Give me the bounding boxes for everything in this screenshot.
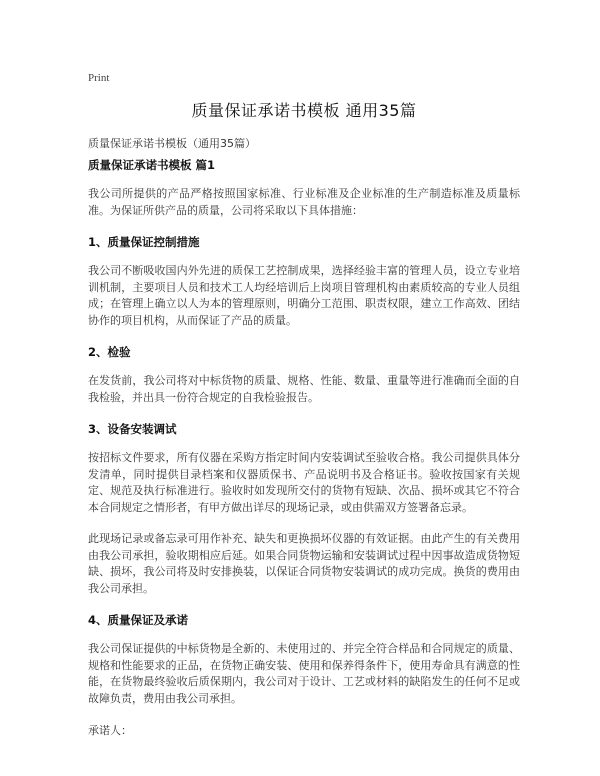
section-template-1: [88, 157, 520, 219]
section-heading: 1、质量保证控制措施: [88, 235, 200, 249]
section-quality-control: [88, 234, 520, 329]
paragraph: 按招标文件要求，所有仪器在采购方指定时间内安装调试至验收合格。我公司提供具体分发清单，同时提供目录档案和仪器质保书、产品说明书及合格证书。验收按国家有关规定、规范及执行标准进行。验收时如发现所交付的货物有短缺、次品、损坏或其它不符合本合同规定之情形者，有甲方做出详尽的现场记录，或由供需双方签署备忘录。: [88, 451, 520, 514]
document-title: 质量保证承诺书模板 通用35篇: [191, 101, 417, 120]
signature-line: 承诺人：: [88, 724, 132, 737]
paragraph: 我公司所提供的产品严格按照国家标准、行业标准及企业标准的生产制造标准及质量标准。为保证所供产品的质量，公司将采取以下具体措施：: [88, 187, 520, 217]
section-heading: 质量保证承诺书模板 篇1: [88, 158, 216, 172]
document-subtitle: 质量保证承诺书模板（通用35篇）: [88, 137, 256, 150]
document-body: [88, 157, 520, 738]
section-inspection: [88, 344, 520, 406]
section-heading: 3、设备安装调试: [88, 422, 177, 436]
section-quality-guarantee: [88, 612, 520, 707]
section-heading: 2、检验: [88, 345, 131, 359]
print-label[interactable]: Print: [88, 72, 110, 84]
paragraph: 我公司保证提供的中标货物是全新的、未使用过的、并完全符合样品和合同规定的质量、规格和性能要求的正品，在货物正确安装、使用和保养得条件下，使用寿命具有满意的性能，在货物最终验收后质保期内，我公司对于设计、工艺或材料的缺陷发生的任何不足或故障负责，费用由我公司承担。: [88, 642, 520, 705]
section-installation: [88, 421, 520, 597]
paragraph: 此现场记录或备忘录可用作补充、缺失和更换损坏仪器的有效证据。由此产生的有关费用由我公司承担，验收期相应后延。如果合同货物运输和安装调试过程中因事故造成货物短缺、损坏，我公司将及时安排换装，以保证合同货物安装调试的成功完成。换货的费用由我公司承担。: [88, 532, 520, 595]
paragraph: 我公司不断吸收国内外先进的质保工艺控制成果，选择经验丰富的管理人员，设立专业培训机制，主要项目人员和技术工人均经培训后上岗项目管理机构由素质较高的专业人员组成；在管理上确立以人为本的管理原则，明确分工范围、职责权限，建立工作高效、团结协作的项目机构，从而保证了产品的质量。: [88, 264, 520, 327]
paragraph: 在发货前，我公司将对中标货物的质量、规格、性能、数量、重量等进行准确而全面的自我检验，并出具一份符合规定的自我检验报告。: [88, 374, 520, 404]
section-heading: 4、质量保证及承诺: [88, 613, 189, 627]
